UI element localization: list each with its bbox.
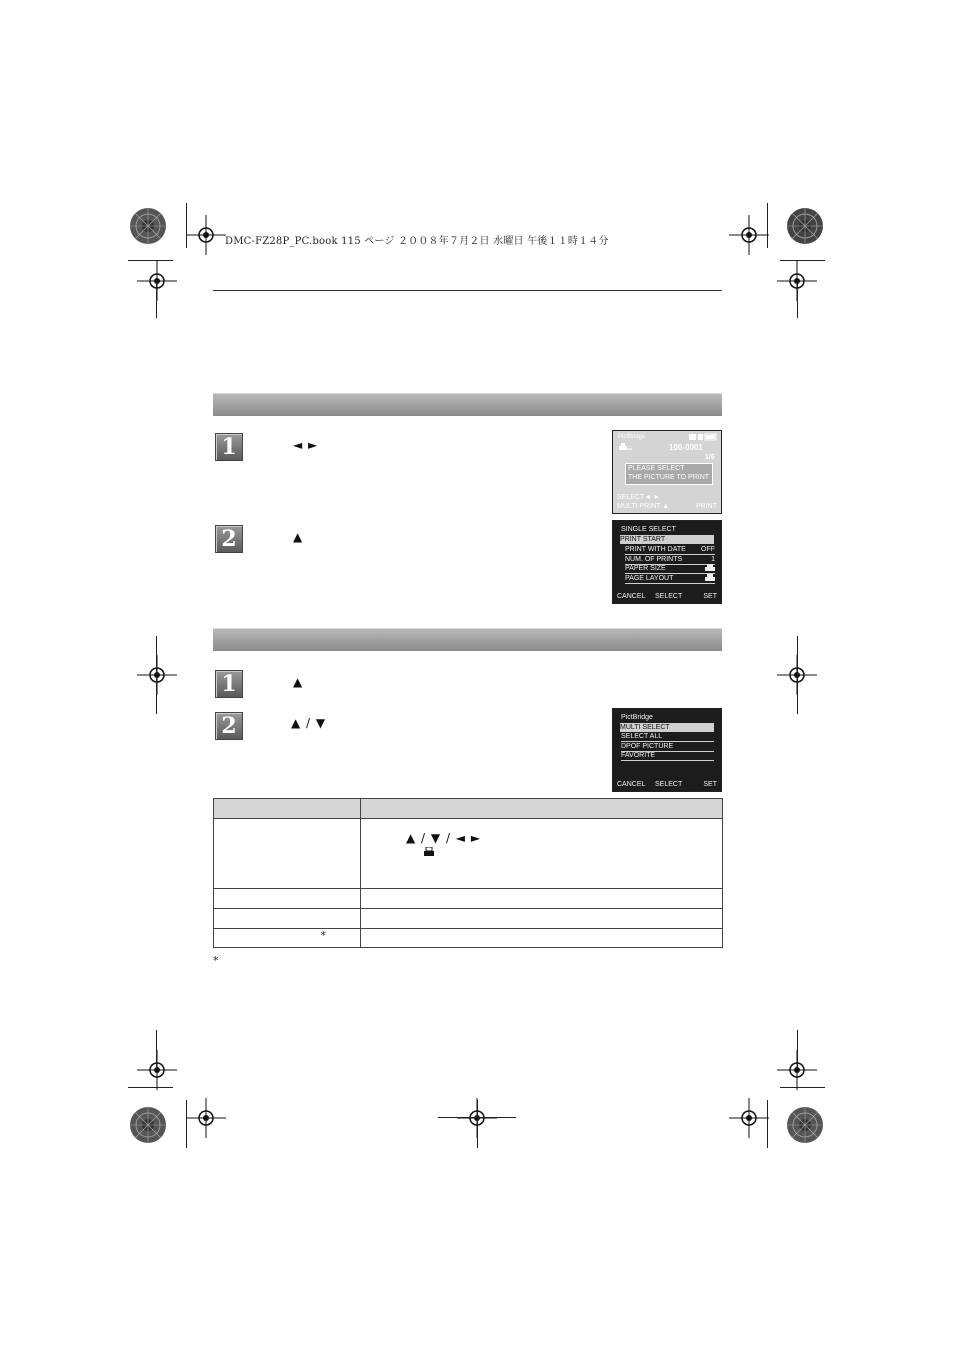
step-number: 2 — [215, 525, 243, 553]
crosshair-icon — [186, 215, 226, 255]
lcd-footer-cancel: CANCEL — [617, 593, 646, 600]
crop-line — [780, 1087, 825, 1088]
lcd-footer-print: PRINT — [696, 503, 717, 510]
lcd-menu-item — [625, 545, 715, 555]
lcd-menu-value: 1 — [711, 556, 715, 563]
header-rule — [213, 290, 722, 291]
print-mark-icon — [423, 847, 435, 857]
table-header-row — [214, 799, 723, 819]
lcd-message-box — [625, 463, 713, 485]
section-bar-2 — [213, 628, 722, 651]
running-head: DMC-FZ28P_PC.book 115 ページ ２００８年７月２日 水曜日 午後１１時１４分 — [225, 236, 609, 247]
crop-line — [797, 636, 798, 714]
lcd-screen-picture-select — [612, 430, 722, 514]
color-target-icon — [129, 1106, 167, 1144]
table-cell — [361, 889, 723, 909]
lcd-menu-item-selected: MULTI SELECT — [620, 723, 714, 732]
lcd-menu-item: FAVORITE — [621, 751, 714, 761]
lcd-footer-select: SELECT — [655, 593, 683, 600]
crop-line — [128, 1087, 173, 1088]
lcd-menu-item: DPOF PICTURE — [621, 742, 714, 752]
lcd-title: PictBridge — [621, 714, 653, 721]
arrow-keys-up-down: ▲ / ▼ — [291, 716, 327, 730]
lcd-footer-select: SELECT — [655, 781, 683, 788]
table-row — [214, 909, 723, 929]
lcd-screen-single-select — [612, 520, 722, 604]
table-row — [214, 819, 723, 889]
lcd-footer-multi-print: MULTI PRINT ▲ — [617, 503, 670, 510]
crosshair-icon — [729, 215, 769, 255]
table-cell — [214, 929, 361, 948]
crosshair-icon — [137, 1050, 177, 1090]
crosshair-icon — [137, 261, 177, 301]
lcd-menu-label: NUM. OF PRINTS — [625, 556, 683, 563]
footnote-marker: * — [320, 929, 326, 942]
crosshair-icon — [137, 655, 177, 695]
lcd-menu-item: SELECT ALL — [621, 732, 714, 742]
lcd-footer — [617, 592, 717, 601]
printer-connection-icon — [618, 443, 632, 451]
table-cell — [214, 909, 361, 929]
lcd-menu-item — [625, 564, 715, 574]
lcd-file-number: 100-0001 — [669, 443, 703, 452]
printer-icon — [705, 564, 715, 572]
lcd-screen-multi-print — [612, 708, 722, 792]
table-row — [214, 889, 723, 909]
lcd-title: PictBridge — [618, 434, 646, 440]
lcd-menu-item — [625, 574, 715, 584]
crosshair-icon — [729, 1098, 769, 1138]
crop-line — [797, 280, 798, 318]
lcd-footer-select: SELECT◄ ► — [617, 494, 661, 501]
step-number: 1 — [215, 670, 243, 698]
step-number: 1 — [215, 433, 243, 461]
crop-line — [797, 1030, 798, 1068]
arrow-keys-all: ▲ / ▼ / ◄ ► — [406, 831, 482, 845]
lcd-footer — [617, 780, 717, 789]
table-header-cell — [361, 799, 723, 819]
footnote-marker: * — [213, 954, 219, 967]
battery-icon — [689, 433, 717, 441]
table-cell — [361, 819, 723, 889]
options-table — [213, 798, 723, 948]
lcd-menu-value: OFF — [701, 546, 715, 553]
table-header-cell — [214, 799, 361, 819]
color-target-icon — [129, 207, 167, 245]
arrow-key-up: ▲ — [293, 530, 304, 544]
crosshair-icon — [186, 1098, 226, 1138]
color-target-icon — [786, 207, 824, 245]
crop-line — [156, 636, 157, 714]
printer-icon — [705, 574, 715, 582]
color-target-icon — [786, 1106, 824, 1144]
lcd-count: 1/6 — [705, 454, 715, 461]
lcd-menu-label: PAPER SIZE — [625, 565, 666, 572]
crop-line — [156, 1030, 157, 1068]
lcd-footer-set: SET — [703, 781, 717, 788]
arrow-keys-left-right: ◄ ► — [293, 438, 319, 452]
lcd-message-line: THE PICTURE TO PRINT — [628, 474, 710, 481]
crop-line — [156, 280, 157, 318]
crop-line — [477, 1100, 478, 1148]
lcd-menu-label: PRINT WITH DATE — [625, 546, 686, 553]
step-number: 2 — [215, 712, 243, 740]
lcd-footer-set: SET — [703, 593, 717, 600]
table-row — [214, 929, 723, 948]
lcd-menu-label: PAGE LAYOUT — [625, 575, 674, 582]
section-bar-1 — [213, 393, 722, 416]
lcd-menu-item-selected: PRINT START — [620, 535, 714, 544]
lcd-footer — [617, 502, 717, 511]
table-cell — [214, 819, 361, 889]
table-cell — [214, 889, 361, 909]
lcd-title: SINGLE SELECT — [621, 526, 676, 533]
table-cell — [361, 909, 723, 929]
arrow-key-up: ▲ — [293, 675, 304, 689]
lcd-footer-cancel: CANCEL — [617, 781, 646, 788]
table-cell — [361, 929, 723, 948]
lcd-message-line: PLEASE SELECT — [628, 465, 685, 472]
